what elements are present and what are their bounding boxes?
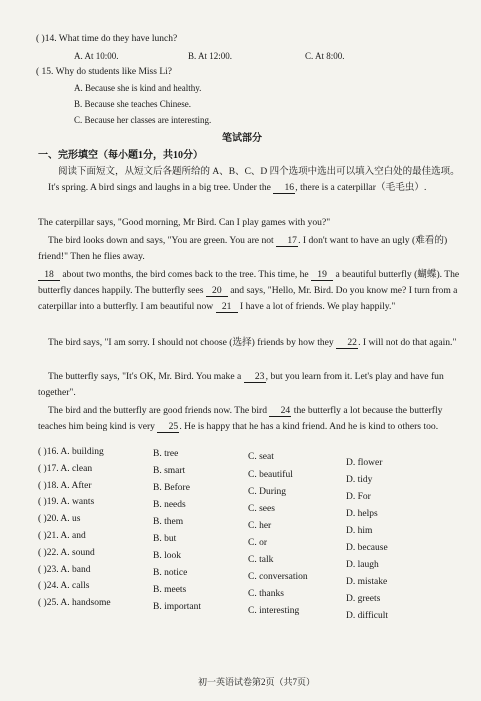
option-c: C. beautiful	[248, 470, 293, 480]
blank-23: 23	[244, 372, 266, 383]
passage-paragraph-3	[38, 233, 463, 265]
blank-18: 18	[38, 270, 60, 281]
option-question: ( )24. A. calls	[38, 581, 90, 591]
blank-19: 19	[311, 270, 333, 281]
option-c: C. sees	[248, 504, 275, 514]
instruction: 阅读下面短文，从短文后各题所给的 A、B、C、D 四个选项中选出可以填入空白处的最佳选项。	[58, 167, 460, 177]
option-question: ( )19. A. wants	[38, 497, 95, 507]
option-question: ( )21. A. and	[38, 531, 86, 541]
option-b: B. but	[153, 534, 177, 544]
passage-text: The bird looks down and says, "You are green. You are not	[48, 235, 277, 246]
option-d: D. mistake	[346, 577, 388, 587]
passage-text: I have a lot of friends. We play happily."	[237, 301, 396, 312]
passage-text: , but you learn from it. Let's play and have fun together".	[38, 371, 444, 398]
option-b: B. meets	[153, 585, 187, 595]
option-d: D. tidy	[346, 475, 373, 485]
question-14-option-b: B. At 12:00.	[188, 51, 233, 61]
option-c: C. conversation	[248, 572, 308, 582]
option-c: C. or	[248, 538, 267, 548]
passage-text: about two months, the bird comes back to the tree. This time, he	[60, 269, 312, 280]
blank-21: 21	[216, 302, 238, 313]
passage-text: . He is happy that he has a kind friend. And he is kind to others too.	[179, 421, 439, 432]
option-d: D. because	[346, 543, 388, 553]
option-c: C. her	[248, 521, 272, 531]
blank-20: 20	[206, 286, 228, 297]
blank-24: 24	[269, 406, 291, 417]
part-1-title: 一、完形填空（每小题1分，共10分）	[38, 150, 203, 161]
option-b: B. needs	[153, 500, 186, 510]
option-d: D. greets	[346, 594, 381, 604]
option-question: ( )25. A. handsome	[38, 598, 111, 608]
passage-paragraph-1	[38, 180, 463, 196]
question-15-option-c: C. Because her classes are interesting.	[74, 115, 212, 125]
option-d: D. laugh	[346, 560, 379, 570]
question-14-option-c: C. At 8:00.	[305, 51, 345, 61]
blank-25: 25	[157, 422, 179, 433]
option-c: C. talk	[248, 555, 274, 565]
passage-text: The caterpillar says, "Good morning, Mr Bird. Can I play games with you?"	[38, 217, 331, 228]
option-question: ( )18. A. After	[38, 481, 92, 491]
page-footer: 初一英语试卷第2页（共7页）	[198, 677, 316, 687]
option-question: ( )16. A. building	[38, 447, 104, 457]
option-b: B. Before	[153, 483, 190, 493]
blank-17: 17	[276, 236, 298, 247]
option-b: B. important	[153, 602, 202, 612]
blank-16: 16	[273, 183, 295, 194]
option-d: D. flower	[346, 458, 383, 468]
passage-paragraph-6	[38, 369, 463, 401]
option-d: D. difficult	[346, 611, 389, 621]
passage-paragraph-2	[38, 215, 463, 231]
option-question: ( )22. A. sound	[38, 548, 95, 558]
option-question: ( )23. A. band	[38, 565, 91, 575]
option-c: C. interesting	[248, 606, 300, 616]
option-d: D. helps	[346, 509, 378, 519]
section-title: 笔试部分	[222, 133, 262, 144]
option-b: B. look	[153, 551, 181, 561]
passage-text: The butterfly says, "It's OK, Mr. Bird. You make a	[48, 371, 244, 382]
question-14-option-a: A. At 10:00.	[74, 51, 119, 61]
blank-22: 22	[336, 338, 358, 349]
question-15-stem: ( 15. Why do students like Miss Li?	[36, 67, 172, 77]
question-15-option-a: A. Because she is kind and healthy.	[74, 83, 202, 93]
passage-text: The bird says, "I am sorry. I should not choose (选择) friends by how they	[48, 337, 337, 348]
option-b: B. smart	[153, 466, 186, 476]
passage-text: the butterfly a lot because the butterfly teaches him being kind is very	[38, 405, 443, 432]
passage-text: and says, "Hello, Mr. Bird. Do you know me? I turn from a caterpillar into a butterfly. I am beautiful now	[38, 285, 458, 312]
option-d: D. him	[346, 526, 373, 536]
option-b: B. notice	[153, 568, 188, 578]
option-b: B. tree	[153, 449, 179, 459]
passage-text: a beautiful butterfly (蝴蝶). The butterfly dances happily. The butterfly sees	[38, 269, 460, 296]
question-15-option-b: B. Because she teaches Chinese.	[74, 99, 191, 109]
option-c: C. During	[248, 487, 286, 497]
passage-paragraph-7	[38, 403, 463, 435]
option-c: C. seat	[248, 452, 274, 462]
option-b: B. them	[153, 517, 184, 527]
option-question: ( )20. A. us	[38, 514, 81, 524]
option-question: ( )17. A. clean	[38, 464, 93, 474]
passage-paragraph-5	[38, 335, 463, 351]
passage-paragraph-4	[38, 267, 463, 315]
passage-text: . I don't want to have an ugly (难看的) friend!" Then he flies away.	[38, 235, 448, 262]
passage-text: The bird and the butterfly are good friends now. The bird	[48, 405, 270, 416]
passage-text: , there is a caterpillar（毛毛虫）.	[295, 182, 427, 193]
passage-text: . I will not do that again."	[358, 337, 457, 348]
option-c: C. thanks	[248, 589, 284, 599]
question-14-stem: ( )14. What time do they have lunch?	[36, 34, 178, 44]
passage-text: It's spring. A bird sings and laughs in a big tree. Under the	[48, 182, 274, 193]
option-d: D. For	[346, 492, 371, 502]
